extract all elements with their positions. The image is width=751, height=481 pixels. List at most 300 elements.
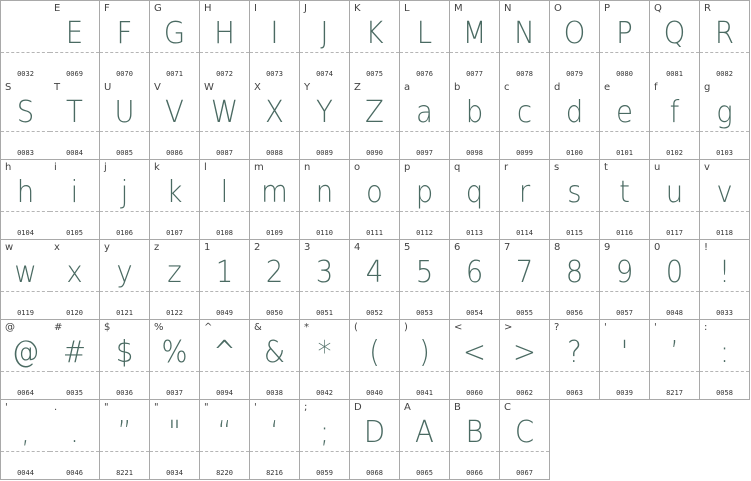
glyph-code: 0103	[716, 149, 733, 157]
glyph-code: 0100	[566, 149, 583, 157]
glyph-code: 0072	[216, 70, 233, 78]
glyph-sample: 2	[265, 255, 284, 290]
glyph-code: 0080	[616, 70, 633, 78]
glyph-cell[interactable]	[650, 320, 700, 400]
glyph-code: 0050	[266, 309, 283, 317]
glyph-cell[interactable]	[100, 240, 150, 320]
glyph-label: l	[204, 162, 207, 173]
glyph-label: o	[354, 162, 361, 173]
glyph-label: *	[304, 322, 309, 333]
glyph-code: 0118	[716, 229, 733, 237]
glyph-cell[interactable]	[50, 400, 100, 480]
glyph-sample: !	[718, 255, 731, 290]
glyph-code: 0059	[316, 469, 333, 477]
glyph-sample: F	[116, 16, 133, 51]
glyph-cell[interactable]	[450, 400, 500, 480]
glyph-cell[interactable]	[650, 160, 700, 240]
glyph-sample: Z	[365, 95, 384, 130]
glyph-label: G	[154, 3, 162, 14]
glyph-code: 0051	[316, 309, 333, 317]
glyph-cell[interactable]	[650, 0, 700, 81]
glyph-sample: W	[210, 95, 239, 130]
glyph-cell[interactable]	[150, 0, 200, 81]
glyph-code: 0097	[416, 149, 433, 157]
glyph-sample: a	[416, 95, 433, 130]
glyph-cell[interactable]	[200, 80, 250, 160]
glyph-cell[interactable]	[0, 0, 51, 81]
glyph-sample: G	[163, 16, 186, 51]
glyph-cell[interactable]	[100, 80, 150, 160]
glyph-label: 3	[304, 242, 311, 253]
glyph-sample: I	[270, 16, 279, 51]
glyph-sample: p	[415, 175, 434, 210]
glyph-label: p	[404, 162, 411, 173]
glyph-code: 0084	[66, 149, 83, 157]
glyph-cell[interactable]	[400, 400, 450, 480]
glyph-sample: k	[166, 175, 183, 210]
glyph-code: 0082	[716, 70, 733, 78]
glyph-label: T	[54, 82, 61, 93]
glyph-cell[interactable]	[200, 400, 250, 480]
glyph-label: H	[204, 3, 212, 14]
glyph-code: 0040	[366, 389, 383, 397]
glyph-label: >	[504, 322, 513, 333]
glyph-sample: T	[66, 95, 83, 130]
glyph-sample: v	[716, 175, 733, 210]
glyph-cell[interactable]	[150, 320, 200, 400]
glyph-sample: E	[65, 16, 84, 51]
glyph-label: d	[554, 82, 561, 93]
glyph-code: 8216	[266, 469, 283, 477]
glyph-sample: 0	[665, 255, 684, 290]
glyph-label: 8	[554, 242, 561, 253]
glyph-code: 0087	[216, 149, 233, 157]
glyph-label: P	[604, 3, 611, 14]
glyph-cell[interactable]	[450, 80, 500, 160]
glyph-cell[interactable]	[450, 160, 500, 240]
glyph-code: 0112	[416, 229, 433, 237]
glyph-cell[interactable]	[0, 320, 51, 400]
glyph-sample: w	[14, 255, 37, 290]
glyph-sample: ‘	[270, 415, 279, 450]
glyph-code: 0111	[366, 229, 383, 237]
glyph-sample: 5	[415, 255, 434, 290]
glyph-cell[interactable]	[600, 0, 650, 81]
glyph-cell[interactable]	[300, 160, 350, 240]
glyph-sample: ?	[567, 335, 582, 370]
glyph-cell[interactable]	[500, 160, 550, 240]
glyph-cell[interactable]	[400, 80, 450, 160]
glyph-sample: ”	[117, 415, 132, 450]
glyph-code: 0094	[216, 389, 233, 397]
glyph-cell[interactable]	[250, 320, 300, 400]
glyph-cell[interactable]	[50, 320, 100, 400]
glyph-label: ?	[554, 322, 560, 333]
glyph-label: w	[5, 242, 14, 253]
glyph-label: t	[604, 162, 608, 173]
glyph-cell[interactable]	[700, 0, 750, 81]
glyph-code: 0058	[716, 389, 733, 397]
glyph-cell[interactable]	[550, 320, 600, 400]
glyph-cell[interactable]	[350, 320, 400, 400]
glyph-sample: Q	[663, 16, 686, 51]
glyph-sample: ’	[670, 335, 679, 370]
glyph-label: 7	[504, 242, 511, 253]
glyph-sample: j	[120, 175, 129, 210]
glyph-label: <	[454, 322, 463, 333]
glyph-sample: &	[263, 335, 286, 370]
glyph-label: 1	[204, 242, 211, 253]
glyph-cell[interactable]	[550, 0, 600, 81]
glyph-code: 0037	[166, 389, 183, 397]
glyph-sample: 4	[365, 255, 384, 290]
glyph-code: 0085	[116, 149, 133, 157]
glyph-label: S	[5, 82, 12, 93]
glyph-cell[interactable]	[500, 400, 550, 480]
glyph-cell[interactable]	[250, 80, 300, 160]
glyph-cell[interactable]	[250, 400, 300, 480]
glyph-cell[interactable]	[600, 320, 650, 400]
glyph-cell[interactable]	[350, 0, 400, 81]
glyph-sample: R	[714, 16, 735, 51]
glyph-label: N	[504, 3, 512, 14]
glyph-code: 0036	[116, 389, 133, 397]
glyph-cell[interactable]	[650, 80, 700, 160]
glyph-label: F	[104, 3, 110, 14]
glyph-label: h	[5, 162, 12, 173]
glyph-sample: (	[369, 335, 380, 370]
glyph-label: q	[454, 162, 461, 173]
glyph-sample: b	[465, 95, 484, 130]
glyph-cell[interactable]	[700, 160, 750, 240]
glyph-cell[interactable]	[50, 80, 100, 160]
glyph-label: a	[404, 82, 411, 93]
glyph-sample: %	[161, 335, 188, 370]
glyph-label: "	[154, 402, 159, 413]
glyph-label: &	[254, 322, 262, 333]
glyph-label: E	[54, 3, 61, 14]
glyph-sample: O	[563, 16, 586, 51]
glyph-label: n	[304, 162, 311, 173]
glyph-cell[interactable]	[700, 240, 750, 320]
glyph-sample: Y	[316, 95, 333, 130]
glyph-cell[interactable]	[100, 400, 150, 480]
glyph-cell[interactable]	[500, 0, 550, 81]
glyph-code: 0073	[266, 70, 283, 78]
glyph-sample: X	[265, 95, 284, 130]
glyph-code: 0048	[666, 309, 683, 317]
glyph-sample: e	[616, 95, 633, 130]
glyph-label: m	[254, 162, 264, 173]
glyph-code: 0068	[366, 469, 383, 477]
glyph-cell[interactable]	[600, 80, 650, 160]
glyph-label: D	[354, 402, 362, 413]
glyph-sample: h	[16, 175, 35, 210]
glyph-cell[interactable]	[100, 320, 150, 400]
glyph-label: '	[5, 402, 8, 413]
glyph-cell[interactable]	[450, 240, 500, 320]
glyph-code: 0044	[17, 469, 34, 477]
glyph-code: 0032	[17, 70, 34, 78]
glyph-sample: t	[619, 175, 630, 210]
glyph-sample: )	[419, 335, 430, 370]
glyph-label: ^	[204, 322, 213, 333]
glyph-sample: H	[214, 16, 235, 51]
glyph-sample: q	[465, 175, 484, 210]
glyph-label: $	[104, 322, 111, 333]
glyph-cell[interactable]	[450, 0, 500, 81]
glyph-sample: 9	[615, 255, 634, 290]
glyph-code: 0035	[66, 389, 83, 397]
glyph-cell[interactable]	[150, 80, 200, 160]
glyph-code: 0106	[116, 229, 133, 237]
glyph-sample: 7	[515, 255, 534, 290]
glyph-code: 0114	[516, 229, 533, 237]
glyph-cell[interactable]	[200, 160, 250, 240]
glyph-cell[interactable]	[150, 160, 200, 240]
glyph-cell[interactable]	[50, 240, 100, 320]
glyph-code: 0107	[166, 229, 183, 237]
glyph-code: 0076	[416, 70, 433, 78]
glyph-code: 0075	[366, 70, 383, 78]
glyph-cell[interactable]	[150, 400, 200, 480]
glyph-sample: *	[317, 335, 332, 370]
glyph-label: z	[154, 242, 160, 253]
glyph-code: 0060	[466, 389, 483, 397]
glyph-cell[interactable]	[400, 320, 450, 400]
glyph-label: v	[704, 162, 710, 173]
glyph-label: k	[154, 162, 160, 173]
glyph-sample: g	[716, 95, 733, 130]
glyph-sample: 6	[465, 255, 484, 290]
glyph-label: y	[104, 242, 110, 253]
glyph-label: 4	[354, 242, 361, 253]
glyph-sample: “	[217, 415, 232, 450]
glyph-cell[interactable]	[300, 80, 350, 160]
glyph-sample: u	[665, 175, 684, 210]
glyph-code: 0062	[516, 389, 533, 397]
glyph-label: X	[254, 82, 261, 93]
glyph-label: A	[404, 402, 411, 413]
glyph-label: r	[504, 162, 509, 173]
glyph-code: 0074	[316, 70, 333, 78]
glyph-label: i	[54, 162, 57, 173]
glyph-code: 0034	[166, 469, 183, 477]
glyph-cell[interactable]	[700, 80, 750, 160]
glyph-cell[interactable]	[150, 240, 200, 320]
glyph-sample: V	[165, 95, 184, 130]
glyph-label: M	[454, 3, 463, 14]
glyph-sample: U	[114, 95, 135, 130]
glyph-code: 0049	[216, 309, 233, 317]
glyph-code: 0078	[516, 70, 533, 78]
glyph-label: 0	[654, 242, 661, 253]
glyph-label: L	[404, 3, 410, 14]
glyph-sample: d	[565, 95, 584, 130]
glyph-cell[interactable]	[400, 240, 450, 320]
glyph-code: 0108	[216, 229, 233, 237]
glyph-sample: 1	[215, 255, 234, 290]
glyph-cell[interactable]	[350, 400, 400, 480]
glyph-sample: l	[220, 175, 229, 210]
glyph-code: 0033	[716, 309, 733, 317]
glyph-code: 0089	[316, 149, 333, 157]
glyph-label: Y	[304, 82, 311, 93]
glyph-sample: K	[365, 16, 384, 51]
glyph-code: 0120	[66, 309, 83, 317]
glyph-code: 0105	[66, 229, 83, 237]
glyph-code: 0081	[666, 70, 683, 78]
glyph-code: 0057	[616, 309, 633, 317]
glyph-sample: y	[116, 255, 133, 290]
glyph-cell[interactable]	[350, 240, 400, 320]
glyph-label: V	[154, 82, 161, 93]
glyph-code: 0054	[466, 309, 483, 317]
glyph-label: Z	[354, 82, 361, 93]
glyph-cell[interactable]	[50, 160, 100, 240]
glyph-code: 0079	[566, 70, 583, 78]
glyph-cell[interactable]	[200, 0, 250, 81]
glyph-code: 0116	[616, 229, 633, 237]
glyph-label: j	[104, 162, 107, 173]
glyph-cell[interactable]	[500, 240, 550, 320]
glyph-label: 9	[604, 242, 611, 253]
glyph-sample: L	[416, 16, 433, 51]
glyph-code: 0117	[666, 229, 683, 237]
glyph-sample: #	[62, 335, 87, 370]
glyph-sample: :	[719, 335, 730, 370]
glyph-cell[interactable]	[300, 320, 350, 400]
glyph-sample: B	[465, 415, 484, 450]
glyph-sample: N	[514, 16, 535, 51]
glyph-code: 0069	[66, 70, 83, 78]
glyph-cell[interactable]	[250, 160, 300, 240]
glyph-cell[interactable]	[600, 240, 650, 320]
glyph-cell[interactable]	[250, 240, 300, 320]
glyph-cell[interactable]	[50, 0, 100, 81]
glyph-label: '	[254, 402, 257, 413]
glyph-cell[interactable]	[200, 320, 250, 400]
glyph-cell[interactable]	[650, 240, 700, 320]
glyph-cell[interactable]	[300, 240, 350, 320]
glyph-code: 0042	[316, 389, 333, 397]
glyph-label: (	[354, 322, 358, 333]
glyph-label: 2	[254, 242, 261, 253]
glyph-cell[interactable]	[0, 240, 51, 320]
glyph-code: 0104	[17, 229, 34, 237]
glyph-label: '	[654, 322, 657, 333]
glyph-sample: P	[616, 16, 633, 51]
glyph-code: 0056	[566, 309, 583, 317]
glyph-cell[interactable]	[350, 160, 400, 240]
glyph-cell[interactable]	[350, 80, 400, 160]
glyph-code: 0110	[316, 229, 333, 237]
glyph-label: "	[204, 402, 209, 413]
glyph-label: @	[5, 322, 15, 333]
glyph-label: )	[404, 322, 408, 333]
glyph-cell[interactable]	[500, 80, 550, 160]
glyph-label: :	[704, 322, 708, 333]
glyph-code: 0066	[466, 469, 483, 477]
glyph-label: Q	[654, 3, 662, 14]
glyph-sample: ^	[212, 335, 237, 370]
glyph-label: 6	[454, 242, 461, 253]
glyph-cell[interactable]	[0, 400, 51, 480]
glyph-cell[interactable]	[500, 320, 550, 400]
glyph-sample: >	[512, 335, 537, 370]
glyph-code: 0098	[466, 149, 483, 157]
glyph-sample: S	[16, 95, 35, 130]
glyph-sample: r	[518, 175, 531, 210]
glyph-label: .	[54, 402, 58, 413]
glyph-cell[interactable]	[250, 0, 300, 81]
glyph-sample: @	[11, 335, 40, 370]
glyph-sample: '	[620, 335, 629, 370]
glyph-cell[interactable]	[550, 240, 600, 320]
glyph-sample: <	[462, 335, 487, 370]
glyph-cell[interactable]	[300, 0, 350, 81]
glyph-label: O	[554, 3, 562, 14]
glyph-cell[interactable]	[700, 320, 750, 400]
glyph-label: I	[254, 3, 257, 14]
glyph-code: 0113	[466, 229, 483, 237]
glyph-cell[interactable]	[400, 0, 450, 81]
glyph-code: 0063	[566, 389, 583, 397]
glyph-label: #	[54, 322, 63, 333]
glyph-label: "	[104, 402, 109, 413]
glyph-cell[interactable]	[100, 160, 150, 240]
glyph-code: 0065	[416, 469, 433, 477]
glyph-cell[interactable]	[0, 160, 51, 240]
glyph-cell[interactable]	[0, 80, 51, 160]
glyph-sample: $	[115, 335, 134, 370]
glyph-code: 8217	[666, 389, 683, 397]
glyph-code: 0121	[116, 309, 133, 317]
glyph-sample: .	[70, 415, 79, 450]
glyph-label: C	[504, 402, 511, 413]
glyph-label: e	[604, 82, 611, 93]
glyph-label: x	[54, 242, 60, 253]
glyph-sample: D	[363, 415, 386, 450]
glyph-sample: A	[415, 415, 434, 450]
glyph-sample: o	[366, 175, 383, 210]
glyph-cell[interactable]	[550, 80, 600, 160]
glyph-sample: f	[669, 95, 680, 130]
glyph-cell[interactable]	[300, 400, 350, 480]
glyph-sample: "	[168, 415, 181, 450]
glyph-label: g	[704, 82, 711, 93]
glyph-cell[interactable]	[200, 240, 250, 320]
glyph-code: 0077	[466, 70, 483, 78]
glyph-code: 0038	[266, 389, 283, 397]
glyph-cell[interactable]	[450, 320, 500, 400]
glyph-sample: m	[261, 175, 288, 210]
glyph-code: 0071	[166, 70, 183, 78]
glyph-code: 0064	[17, 389, 34, 397]
glyph-cell[interactable]	[400, 160, 450, 240]
glyph-cell[interactable]	[600, 160, 650, 240]
glyph-code: 8221	[116, 469, 133, 477]
glyph-code: 0109	[266, 229, 283, 237]
glyph-label: W	[204, 82, 214, 93]
glyph-cell[interactable]	[550, 160, 600, 240]
glyph-label: u	[654, 162, 661, 173]
glyph-cell[interactable]	[100, 0, 150, 81]
glyph-code: 0046	[66, 469, 83, 477]
glyph-code: 0115	[566, 229, 583, 237]
glyph-code: 0088	[266, 149, 283, 157]
glyph-code: 0099	[516, 149, 533, 157]
